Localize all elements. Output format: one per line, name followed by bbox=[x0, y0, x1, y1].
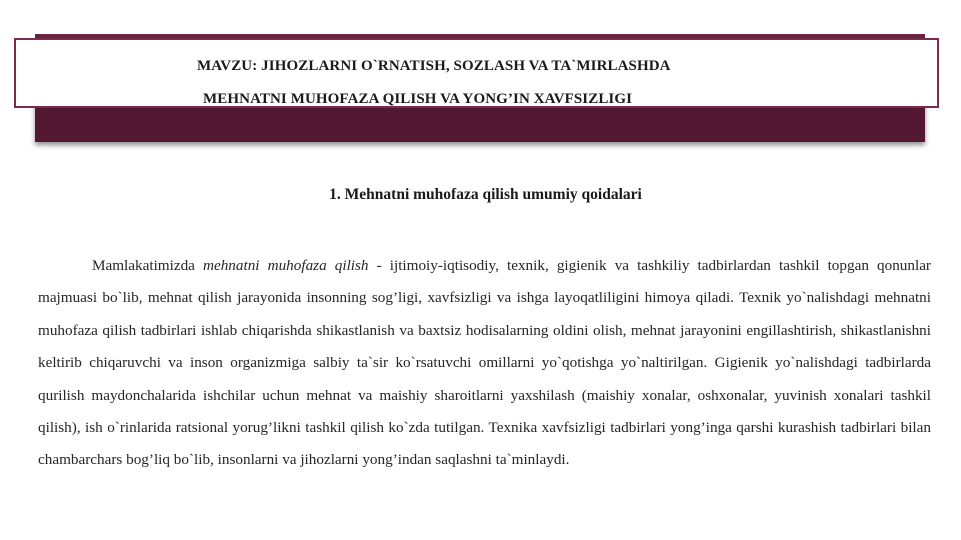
paragraph-lead: Mamlakatimizda bbox=[92, 257, 203, 274]
section-heading: 1. Mehnatni muhofaza qilish umumiy qoidalari bbox=[329, 186, 642, 203]
paragraph-rest: - ijtimoiy-iqtisodiy, texnik, gigienik va tashkiliy tadbirlardan tashkil topgan qonunlar majmuasi bo`lib, mehnat qilish jarayonida insonning sog’ligi, xavfsizligi va ishga layoqatliligini himoya qiladi. Texnik yo`nalishdagi mehnatni muhofaza qilish tadbirlari ishlab chiqarishda shikastlanish va baxtsiz hodisalarning oldini olish, mehnat jarayonini engillashtirish, shikastlanishni keltirib chiqaruvchi va inson organizmiga salbiy ta`sir ko`rsatuvchi omillarni yo`qotishga yo`naltirilgan. Gigienik yo`nalishdagi tadbirlarda qurilish maydonchalarida ishchilar uchun mehnat va maishiy sharoitlarni yaxshilash (maishiy xonalar, oshxonalar, yuvinish xonalari tashkil qilish), ish o`rinlarida ratsional yorug’likni tashkil qilish ko`zda tutilgan. Texnika xavfsizligi tadbirlari yong’inga qarshi kurashish tadbirlari bilan chambarchars bog’liq bo`lib, insonlarni va jihozlarni yong’indan saqlashni ta`minlaydi. bbox=[38, 257, 931, 469]
title-line-2: MEHNATNI MUHOFAZA QILISH VA YONG’IN XAVFSIZLIGI bbox=[203, 91, 633, 107]
paragraph-emphasis: mehnatni muhofaza qilish bbox=[203, 257, 369, 274]
title-line-1: MAVZU: JIHOZLARNI O`RNATISH, SOZLASH VA TA`MIRLASHDA bbox=[197, 58, 671, 74]
body-paragraph bbox=[38, 250, 931, 477]
title-box bbox=[14, 38, 939, 108]
